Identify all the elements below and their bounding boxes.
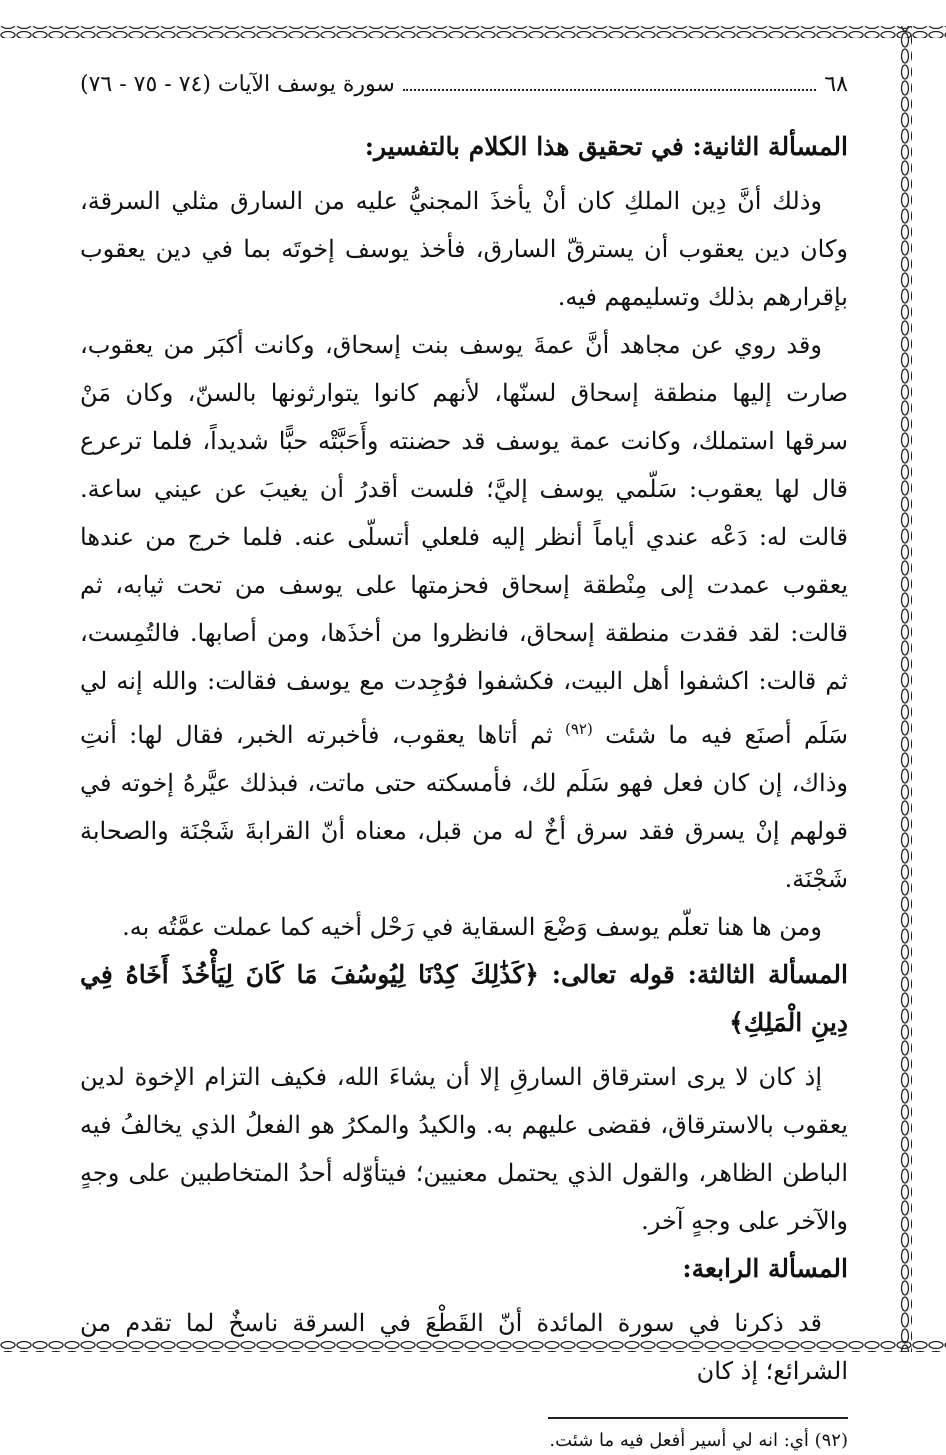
footnote-number: (٩٢) <box>814 1430 848 1451</box>
paragraph: إذ كان لا يرى استرقاق السارقِ إلا أن يشاءَ الله، فكيف التزام الإخوة لدين يعقوب بالاسترقاق، فقضى عليهم به. والكيدُ والمكرُ هو الفعلُ الذي يخالفُ فيه الباطن الظاهر، والقول الذي يحتمل معنيين؛ فيتأوّله أحدُ المتخاطبين على وجهٍ والآخر على وجهٍ آخر. <box>80 1063 848 1235</box>
footnote-reference: (٩٢) <box>565 720 593 738</box>
section-heading-3 <box>80 951 848 1047</box>
section-heading-2: المسألة الثانية: في تحقيق هذا الكلام بالتفسير: <box>364 132 848 161</box>
paragraph-with-note <box>80 321 848 903</box>
paragraph: قد ذكرنا في سورة المائدة أنّ القَطْعَ في السرقة ناسخٌ لما تقدم من الشرائع؛ إذ كان <box>80 1309 848 1385</box>
paragraph-text: وقد روي عن مجاهد أنَّ عمةَ يوسف بنت إسحاق، وكانت أكبَر من يعقوب، صارت إليها منطقة إسحاق لسنّها، لأنهم كانوا يتوارثونها بالسنّ، وكان مَنْ سرقها استملك، وكانت عمة يوسف قد حضنته وأَحَبَّتْه حبًّا شديداً، فلما ترعرع قال لها يعقوب: سَلّمي يوسف إليَّ؛ فلست أقدرُ أن يغيبَ عن عيني ساعة. قالت له: دَعْه عندي أياماً أنظر إليه فلعلي أتسلّى عنه. فلما خرج من عندها يعقوب عمدت إلى مِنْطقة إسحاق فحزمتها على يوسف من تحت ثيابه، ثم قالت: لقد فقدت منطقة إسحاق، فانظروا من أخذَها، ومن أصابها. فالتُمِست، ثم قالت: اكشفوا أهل البيت، فكشفوا فوُجِدت مع يوسف فقالت: والله إنه لي سَلَم أصنَع فيه ما شئت <box>80 331 848 749</box>
paragraph: وذلك أنَّ دِين الملكِ كان أنْ يأخذَ المجنيُّ عليه من السارق مثلي السرقة، وكان دين يعقوب أن يسترقّ السارق، فأخذ يوسف إخوتَه بما في دين يعقوب بإقرارهم بذلك وتسليمهم فيه. <box>80 187 848 311</box>
footnote-text: أي: انه لي أسير أفعل فيه ما شئت. <box>549 1430 809 1451</box>
footnote <box>80 1427 848 1455</box>
footnote-divider <box>548 1417 848 1419</box>
quran-verse: ﴿كَذَٰلِكَ كِدْنَا لِيُوسُفَ مَا كَانَ لِيَأْخُذَ أَخَاهُ فِي دِينِ الْمَلِكِ﴾ <box>80 960 848 1037</box>
section-heading-4: المسألة الرابعة: <box>682 1254 848 1283</box>
page-content <box>80 72 848 1455</box>
header-leader-dots <box>403 75 817 91</box>
running-title: سورة يوسف الآيات (٧٤ - ٧٥ - ٧٦) <box>80 72 395 97</box>
paragraph-continuation: ثم أتاها يعقوب، فأخبرته الخبر، فقال لها: أنتِ وذاك، إن كان فعل فهو سَلَم لك، فأمسكته حتى ماتت، فبذلك عيَّرهُ إخوته في قولهم إنْ يسرق فقد سرق أخٌ له من قبل، معناه أنّ القرابةَ شَجْنَة والصحابة شَجْنَة. <box>80 721 848 893</box>
paragraph: ومن ها هنا تعلّم يوسف وَضْعَ السقاية في رَحْل أخيه كما عملت عمَّتُه به. <box>122 913 822 941</box>
running-header <box>80 72 848 97</box>
heading-prefix: المسألة الثالثة: قوله تعالى: <box>551 960 848 989</box>
page-number: ٦٨ <box>824 72 848 97</box>
